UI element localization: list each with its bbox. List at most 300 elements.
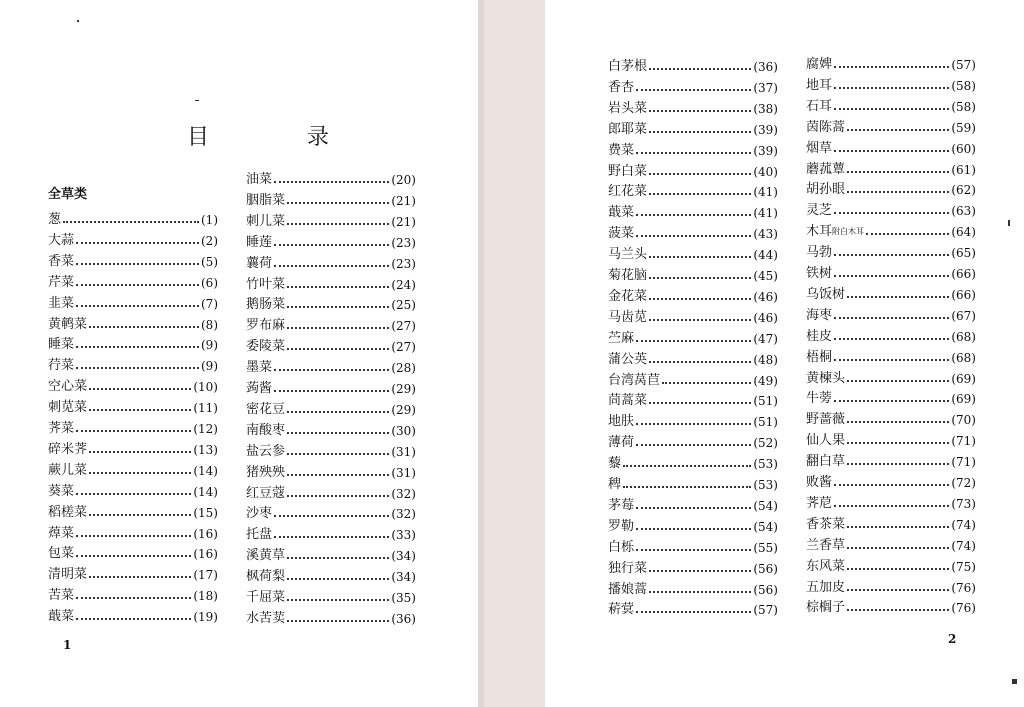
entry-page-number: (5) xyxy=(201,254,218,269)
toc-entry xyxy=(608,120,778,140)
entry-page-number: (53) xyxy=(753,478,778,492)
entry-name: 红花菜 xyxy=(608,184,648,200)
leader-dots xyxy=(76,263,199,265)
entry-page-number: (71) xyxy=(951,455,976,470)
toc-entry xyxy=(48,524,218,544)
entry-name: 荇菜 xyxy=(48,358,75,374)
entry-name: 水苦荬 xyxy=(246,610,286,626)
entry-page-number: (8) xyxy=(201,317,218,332)
leader-dots xyxy=(287,286,389,288)
entry-name: 木耳 xyxy=(806,224,833,240)
leader-dots xyxy=(274,181,389,183)
entry-name: 睡莲 xyxy=(246,234,273,250)
entry-name: 溪黄草 xyxy=(246,548,286,564)
toc-entry xyxy=(48,252,218,272)
toc-entry xyxy=(608,78,778,98)
leader-dots xyxy=(834,338,949,340)
entry-name: 香杏 xyxy=(608,79,635,95)
entry-page-number: (54) xyxy=(753,498,778,513)
entry-name: 独行菜 xyxy=(608,560,648,576)
entry-page-number: (44) xyxy=(753,248,778,263)
entry-name: 地耳 xyxy=(806,77,833,93)
entry-name: 清明菜 xyxy=(48,567,88,583)
toc-entry xyxy=(608,99,778,119)
entry-page-number: (34) xyxy=(391,570,416,585)
toc-entry xyxy=(48,315,218,335)
toc-entry xyxy=(48,440,218,460)
toc-entry xyxy=(608,57,778,77)
toc-entry xyxy=(608,412,778,432)
entry-name: 罗布麻 xyxy=(246,318,286,334)
entry-name: 梧桐 xyxy=(806,349,833,365)
entry-name: 睡菜 xyxy=(48,337,75,353)
toc-entry xyxy=(608,475,778,495)
entry-name: 茼蒿菜 xyxy=(608,393,648,409)
page-number: 1 xyxy=(63,638,72,652)
entry-page-number: (21) xyxy=(391,214,416,229)
entry-page-number: (23) xyxy=(391,256,416,271)
entry-page-number: (35) xyxy=(391,591,416,605)
toc-entry xyxy=(48,503,218,523)
entry-name: 胡孙眼 xyxy=(806,182,846,198)
entry-page-number: (14) xyxy=(193,484,218,499)
entry-name: 苎麻 xyxy=(608,330,635,346)
toc-entry xyxy=(48,461,218,481)
leader-dots xyxy=(287,411,389,413)
toc-entry xyxy=(246,379,416,399)
entry-page-number: (11) xyxy=(193,401,218,416)
entry-page-number: (75) xyxy=(951,559,976,574)
entry-page-number: (15) xyxy=(193,505,218,520)
leader-dots xyxy=(847,568,949,570)
entry-name: 红豆蔻 xyxy=(246,485,286,501)
entry-name: 薄荷 xyxy=(608,435,635,451)
toc-entry xyxy=(806,180,976,200)
entry-name: 牛蒡 xyxy=(806,391,833,407)
leader-dots xyxy=(847,421,949,423)
toc-entry xyxy=(806,389,976,409)
toc-entry xyxy=(806,578,976,598)
entry-name: 芹菜 xyxy=(48,274,75,290)
entry-page-number: (55) xyxy=(753,540,778,555)
toc-entry xyxy=(608,496,778,516)
leader-dots xyxy=(834,317,949,319)
leader-dots xyxy=(649,68,751,70)
leader-dots xyxy=(76,430,191,432)
toc-entry xyxy=(246,546,416,566)
entry-page-number: (61) xyxy=(951,162,976,177)
entry-name: 茵陈蒿 xyxy=(806,119,846,135)
leader-dots xyxy=(76,618,191,620)
entry-name: 五加皮 xyxy=(806,579,846,595)
entry-page-number: (76) xyxy=(951,580,976,595)
leader-dots xyxy=(847,380,949,382)
entry-page-number: (47) xyxy=(753,331,778,346)
entry-page-number: (14) xyxy=(193,463,218,478)
entry-name: 密花豆 xyxy=(246,401,286,417)
entry-name: 茅莓 xyxy=(608,497,635,513)
entry-page-number: (62) xyxy=(951,183,976,198)
leader-dots xyxy=(636,423,751,425)
leader-dots xyxy=(636,214,751,216)
toc-entry xyxy=(806,348,976,368)
toc-entry xyxy=(48,482,218,502)
entry-page-number: (39) xyxy=(753,122,778,137)
entry-page-number: (73) xyxy=(951,496,976,511)
entry-name: 白栎 xyxy=(608,539,635,555)
toc-entry xyxy=(608,287,778,307)
leader-dots xyxy=(636,152,751,154)
toc-entry xyxy=(246,337,416,357)
toc-entry xyxy=(806,222,976,242)
entry-page-number: (27) xyxy=(391,340,416,355)
entry-page-number: (28) xyxy=(391,361,416,376)
toc-entry xyxy=(806,410,976,430)
toc-entry xyxy=(806,431,976,451)
toc-entry xyxy=(246,316,416,336)
toc-entry xyxy=(608,182,778,202)
toc-entry xyxy=(48,294,218,314)
entry-page-number: (43) xyxy=(753,227,778,242)
entry-page-number: (36) xyxy=(391,611,416,626)
toc-entry xyxy=(806,598,976,618)
entry-name: 翻白草 xyxy=(806,454,846,470)
entry-name: 海枣 xyxy=(806,307,833,323)
scan-speck xyxy=(195,100,199,101)
leader-dots xyxy=(76,597,191,599)
toc-entry xyxy=(608,350,778,370)
entry-page-number: (7) xyxy=(201,296,218,311)
entry-page-number: (49) xyxy=(753,373,778,388)
leader-dots xyxy=(274,369,389,371)
entry-name: 金花菜 xyxy=(608,288,648,304)
scan-speck xyxy=(1012,679,1017,684)
entry-name: 胭脂菜 xyxy=(246,192,286,208)
toc-title: 目 录 xyxy=(187,125,368,150)
toc-entry xyxy=(48,273,218,293)
entry-page-number: (16) xyxy=(193,547,218,562)
entry-page-number: (68) xyxy=(951,329,976,344)
entry-name: 马勃 xyxy=(806,245,833,261)
toc-entry xyxy=(48,544,218,564)
leader-dots xyxy=(76,242,199,244)
toc-entry xyxy=(608,580,778,600)
leader-dots xyxy=(847,609,949,611)
leader-dots xyxy=(847,526,949,528)
leader-dots xyxy=(76,346,199,348)
entry-page-number: (36) xyxy=(753,60,778,74)
entry-page-number: (32) xyxy=(391,486,416,501)
entry-page-number: (31) xyxy=(391,444,416,459)
entry-name: 铁树 xyxy=(806,266,833,281)
toc-entry xyxy=(608,224,778,244)
entry-page-number: (66) xyxy=(951,267,976,281)
leader-dots xyxy=(76,367,199,369)
entry-name: 墨菜 xyxy=(246,360,273,376)
leader-dots xyxy=(287,453,389,455)
entry-page-number: (66) xyxy=(951,287,976,302)
toc-entry xyxy=(246,588,416,608)
entry-page-number: (69) xyxy=(951,371,976,386)
leader-dots xyxy=(287,557,389,559)
leader-dots xyxy=(287,202,389,204)
leader-dots xyxy=(649,131,751,133)
entry-name: 藜 xyxy=(608,456,622,472)
book-gutter xyxy=(478,0,545,707)
entry-name: 播娘蒿 xyxy=(608,581,648,597)
toc-entry xyxy=(246,421,416,441)
toc-entry xyxy=(48,335,218,355)
entry-page-number: (38) xyxy=(753,101,778,116)
entry-name: 刺儿菜 xyxy=(246,213,286,229)
leader-dots xyxy=(76,305,199,307)
entry-page-number: (18) xyxy=(193,589,218,604)
toc-entry xyxy=(608,266,778,286)
entry-name: 刺苋菜 xyxy=(48,400,88,416)
entry-page-number: (58) xyxy=(951,99,976,114)
toc-entry xyxy=(246,170,416,190)
leader-dots xyxy=(287,348,389,350)
toc-entry xyxy=(806,327,976,347)
entry-name: 委陵菜 xyxy=(246,339,286,355)
entry-page-number: (68) xyxy=(951,350,976,365)
entry-name: 菊花脑 xyxy=(608,268,648,283)
leader-dots xyxy=(76,535,191,537)
entry-page-number: (10) xyxy=(193,380,218,395)
toc-entry xyxy=(608,391,778,411)
entry-name: 腐婢 xyxy=(806,57,833,72)
leader-dots xyxy=(834,254,949,256)
entry-page-number: (9) xyxy=(201,338,218,353)
leader-dots xyxy=(834,87,949,89)
toc-entry xyxy=(806,160,976,180)
toc-entry xyxy=(48,419,218,439)
toc-entry xyxy=(806,97,976,117)
leader-dots xyxy=(287,620,389,622)
toc-entry xyxy=(246,254,416,274)
entry-name: 稗 xyxy=(608,477,622,492)
entry-name: 鹅肠菜 xyxy=(246,297,286,313)
entry-page-number: (57) xyxy=(951,58,976,72)
leader-dots xyxy=(847,171,949,173)
entry-page-number: (60) xyxy=(951,141,976,156)
entry-name: 石耳 xyxy=(806,98,833,114)
entry-page-number: (25) xyxy=(391,298,416,313)
toc-entry xyxy=(806,201,976,221)
entry-page-number: (45) xyxy=(753,269,778,283)
toc-entry xyxy=(48,356,218,376)
entry-name: 碎米荠 xyxy=(48,441,88,457)
entry-name: 葵菜 xyxy=(48,483,75,499)
leader-dots xyxy=(649,173,751,175)
page-number: 2 xyxy=(948,632,957,646)
leader-dots xyxy=(636,549,751,551)
entry-name: 蒟酱 xyxy=(246,381,273,396)
left-page xyxy=(0,0,478,707)
entry-name: 灵芝 xyxy=(806,203,833,219)
entry-name: 葱 xyxy=(48,212,62,227)
toc-entry xyxy=(806,306,976,326)
toc-entry xyxy=(806,452,976,472)
gutter-shadow xyxy=(478,0,484,707)
entry-page-number: (1) xyxy=(201,213,218,227)
leader-dots xyxy=(76,493,191,495)
entry-name: 包菜 xyxy=(48,546,75,562)
toc-entry xyxy=(806,55,976,75)
entry-page-number: (64) xyxy=(951,225,976,240)
toc-entry xyxy=(246,525,416,545)
entry-page-number: (20) xyxy=(391,173,416,187)
leader-dots xyxy=(847,463,949,465)
entry-name: 东风菜 xyxy=(806,558,846,574)
toc-entry xyxy=(246,191,416,211)
toc-entry xyxy=(806,139,976,159)
leader-dots xyxy=(89,514,191,516)
entry-page-number: (46) xyxy=(753,289,778,304)
entry-page-number: (2) xyxy=(201,233,218,248)
entry-page-number: (70) xyxy=(951,413,976,428)
leader-dots xyxy=(89,326,199,328)
leader-dots xyxy=(636,235,751,237)
leader-dots xyxy=(623,465,751,467)
entry-page-number: (16) xyxy=(193,526,218,541)
toc-entry xyxy=(608,538,778,558)
leader-dots xyxy=(834,505,949,507)
entry-name: 油菜 xyxy=(246,172,273,187)
entry-name: 蕨儿菜 xyxy=(48,462,88,478)
leader-dots xyxy=(834,359,949,361)
entry-name: 马齿苋 xyxy=(608,309,648,325)
entry-page-number: (17) xyxy=(193,568,218,583)
toc-entry xyxy=(806,118,976,138)
toc-entry xyxy=(48,398,218,418)
leader-dots xyxy=(287,327,389,329)
leader-dots xyxy=(649,110,751,112)
entry-page-number: (56) xyxy=(753,561,778,576)
entry-page-number: (40) xyxy=(753,164,778,179)
toc-entry xyxy=(246,567,416,587)
entry-page-number: (6) xyxy=(201,275,218,290)
leader-dots xyxy=(274,265,389,267)
toc-entry xyxy=(246,484,416,504)
toc-entry xyxy=(48,210,218,230)
leader-dots xyxy=(76,284,199,286)
toc-entry xyxy=(806,264,976,284)
leader-dots xyxy=(76,555,191,557)
entry-name: 千屈菜 xyxy=(246,590,286,605)
entry-name: 蒲公英 xyxy=(608,351,648,367)
leader-dots xyxy=(636,444,751,446)
entry-name: 郎耶菜 xyxy=(608,121,648,137)
toc-entry xyxy=(806,76,976,96)
leader-dots xyxy=(89,388,191,390)
leader-dots xyxy=(649,402,751,404)
leader-dots xyxy=(834,400,949,402)
leader-dots xyxy=(287,432,389,434)
entry-page-number: (37) xyxy=(753,80,778,95)
entry-name: 野白菜 xyxy=(608,163,648,179)
leader-dots xyxy=(847,296,949,298)
toc-entry xyxy=(246,295,416,315)
toc-entry xyxy=(608,162,778,182)
leader-dots xyxy=(847,129,949,131)
entry-name: 罗勒 xyxy=(608,518,635,534)
entry-page-number: (74) xyxy=(951,538,976,553)
leader-dots xyxy=(89,576,191,578)
leader-dots xyxy=(847,442,949,444)
entry-page-number: (13) xyxy=(193,442,218,457)
entry-name: 败酱 xyxy=(806,475,833,490)
entry-name: 枫荷梨 xyxy=(246,569,286,585)
toc-entry xyxy=(246,442,416,462)
entry-page-number: (41) xyxy=(753,185,778,200)
leader-dots xyxy=(287,223,389,225)
entry-page-number: (9) xyxy=(201,359,218,374)
toc-entry xyxy=(246,400,416,420)
toc-entry xyxy=(246,275,416,295)
toc-entry xyxy=(608,141,778,161)
toc-entry xyxy=(608,517,778,537)
entry-page-number: (51) xyxy=(753,394,778,409)
entry-page-number: (29) xyxy=(391,382,416,396)
entry-name: 菠菜 xyxy=(608,226,635,242)
entry-page-number: (58) xyxy=(951,78,976,93)
toc-entry xyxy=(806,515,976,535)
toc-entry xyxy=(48,607,218,627)
entry-page-number: (54) xyxy=(753,519,778,534)
toc-entry xyxy=(608,329,778,349)
leader-dots xyxy=(636,611,751,613)
leader-dots xyxy=(89,409,191,411)
leader-dots xyxy=(847,547,949,549)
entry-page-number: (24) xyxy=(391,277,416,292)
toc-entry xyxy=(608,600,778,620)
toc-entry xyxy=(246,609,416,629)
entry-page-number: (59) xyxy=(951,120,976,135)
leader-dots xyxy=(274,536,389,538)
leader-dots xyxy=(287,495,389,497)
leader-dots xyxy=(649,319,751,321)
entry-name: 蘘荷 xyxy=(246,255,273,271)
entry-page-number: (53) xyxy=(753,457,778,472)
entry-page-number: (52) xyxy=(753,436,778,451)
entry-page-number: (29) xyxy=(391,402,416,417)
entry-name: 香茶菜 xyxy=(806,516,846,532)
entry-name: 稻槎菜 xyxy=(48,504,88,520)
entry-page-number: (65) xyxy=(951,246,976,261)
entry-page-number: (31) xyxy=(391,465,416,480)
toc-entry xyxy=(608,454,778,474)
leader-dots xyxy=(287,578,389,580)
entry-name: 大蒜 xyxy=(48,232,75,248)
entry-name: 蕺菜 xyxy=(48,609,75,625)
entry-name: 菥蓂 xyxy=(608,602,635,618)
right-page xyxy=(545,0,1024,707)
leader-dots xyxy=(636,507,751,509)
toc-entry xyxy=(246,358,416,378)
toc-entry xyxy=(806,536,976,556)
entry-name: 岩头菜 xyxy=(608,100,648,116)
toc-entry xyxy=(246,212,416,232)
toc-entry xyxy=(806,494,976,514)
leader-dots xyxy=(834,275,949,277)
leader-dots xyxy=(649,193,751,195)
leader-dots xyxy=(649,277,751,279)
toc-entry xyxy=(608,559,778,579)
leader-dots xyxy=(662,382,751,384)
leader-dots xyxy=(274,244,389,246)
entry-page-number: (67) xyxy=(951,308,976,323)
